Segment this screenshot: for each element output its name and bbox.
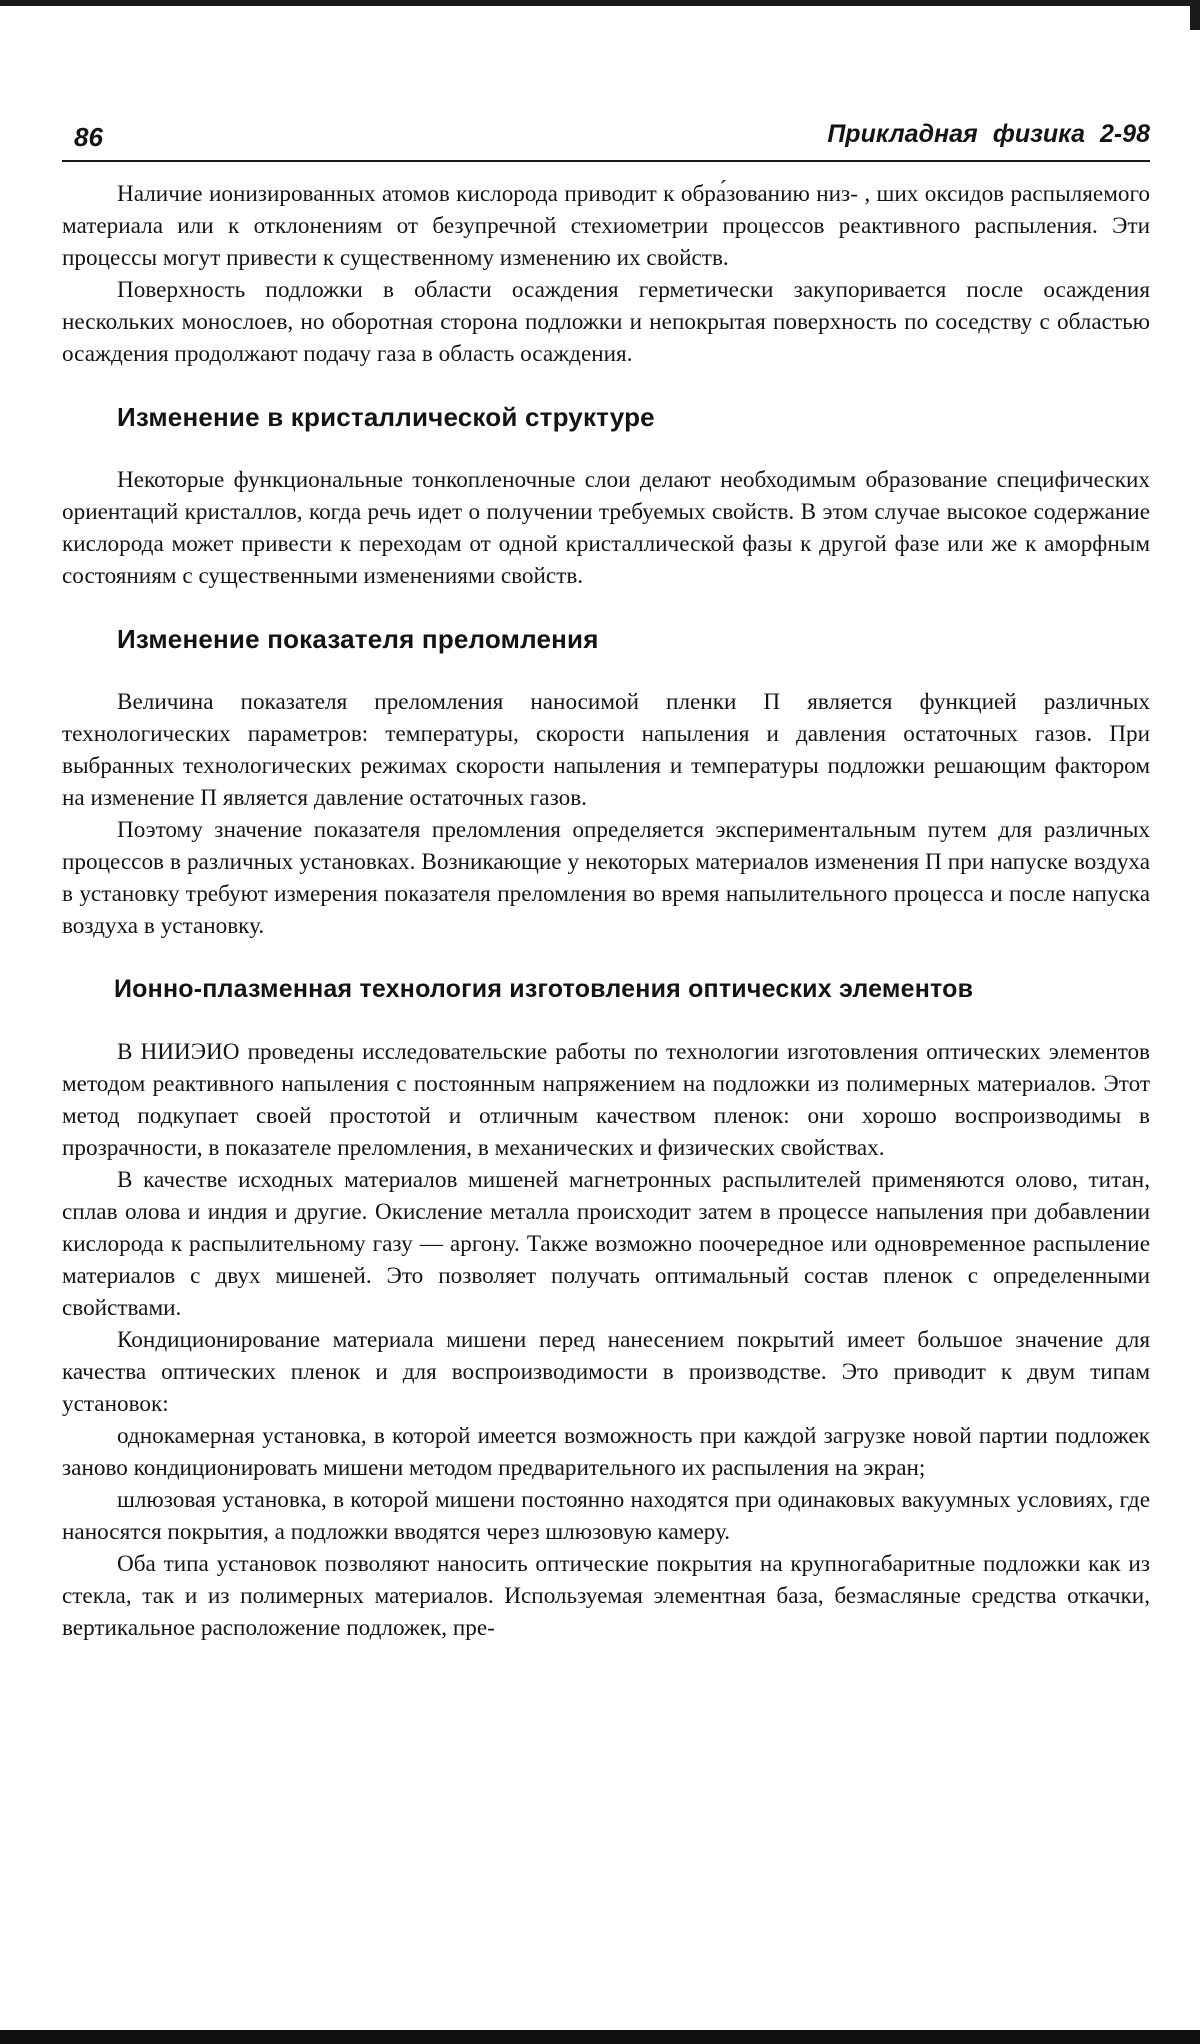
book-page bbox=[62, 112, 1150, 1644]
scan-edge-right bbox=[1190, 0, 1200, 30]
paragraph: Оба типа установок позволяют наносить оптические покрытия на крупногабаритные подложки как из стекла, так и из полимерных материалов. Используемая элементная база, безмасляные средства откачки, вертикальное расположение подложек, пре- bbox=[62, 1551, 1150, 1641]
section-heading: Изменение показателя преломления bbox=[117, 624, 599, 654]
paragraph: Наличие ионизированных атомов кислорода приводит к обра́зованию низ- , ших оксидов распыляемого материала или к отклонениям от безупречной стехиометрии процессов реактивного распыления. Эти процессы могут привести к существенному изменению их свойств. bbox=[62, 181, 1150, 271]
paragraph: Величина показателя преломления наносимой пленки П является функцией различных технологических параметров: температуры, скорости напыления и давления остаточных газов. При выбранных технологических режимах скорости напыления и температуры подложки решающим фактором на изменение П является давление остаточных газов. bbox=[62, 689, 1150, 811]
paragraph: однокамерная установка, в которой имеется возможность при каждой загрузке новой партии подложек заново кондиционировать мишени методом предварительного их распыления на экран; bbox=[62, 1423, 1150, 1481]
paragraph: Поэтому значение показателя преломления определяется экспериментальным путем для различных процессов в различных установках. Возникающие у некоторых материалов изменения П при напуске воздуха в установку требуют измерения показателя преломления во время напылительного процесса и после напуска воздуха в установку. bbox=[62, 817, 1150, 939]
paragraph: Некоторые функциональные тонкопленочные слои делают необходимым образование специфических ориентаций кристаллов, когда речь идет о получении требуемых свойств. В этом случае высокое содержание кислорода может привести к переходам от одной кристаллической фазы к другой фазе или же к аморфным состояниям с существенными изменениями свойств. bbox=[62, 467, 1150, 589]
section-heading: Изменение в кристаллической структуре bbox=[117, 402, 655, 432]
section-heading: Ионно-плазменная технология изготовления оптических элементов bbox=[114, 975, 974, 1003]
scan-edge-top bbox=[0, 0, 1200, 6]
paragraph: Поверхность подложки в области осаждения герметически закупоривается после осаждения нескольких монослоев, но оборотная сторона подложки и непокрытая поверхность по соседству с областью осаждения продолжают подачу газа в область осаждения. bbox=[62, 277, 1150, 367]
page-header bbox=[62, 112, 1150, 162]
paragraph: В НИИЭИО проведены исследовательские работы по технологии изготовления оптических элементов методом реактивного напыления с постоянным напряжением на подложки из полимерных материалов. Этот метод подкупает своей простотой и отличным качеством пленок: они хорошо воспроизводимы в прозрачности, в показателе преломления, в механических и физических свойствах. bbox=[62, 1039, 1150, 1161]
paragraph: В качестве исходных материалов мишеней магнетронных распылителей применяются олово, титан, сплав олова и индия и другие. Окисление металла происходит затем в процессе напыления при добавлении кислорода к распылительному газу — аргону. Также возможно поочередное или одновременное распыление материалов с двух мишеней. Это позволяет получать оптимальный состав пленок с определенными свойствами. bbox=[62, 1167, 1150, 1321]
page-content bbox=[62, 162, 1150, 1644]
scan-edge-bottom bbox=[0, 2030, 1200, 2044]
paragraph: Кондиционирование материала мишени перед нанесением покрытий имеет большое значение для качества оптических пленок и для воспроизводимости в производстве. Это приводит к двум типам установок: bbox=[62, 1327, 1150, 1417]
page-number: 86 bbox=[74, 122, 103, 152]
paragraph: шлюзовая установка, в которой мишени постоянно находятся при одинаковых вакуумных условиях, где наносятся покрытия, а подложки вводятся через шлюзовую камеру. bbox=[62, 1487, 1150, 1545]
running-title: Прикладная физика 2-98 bbox=[827, 120, 1150, 148]
